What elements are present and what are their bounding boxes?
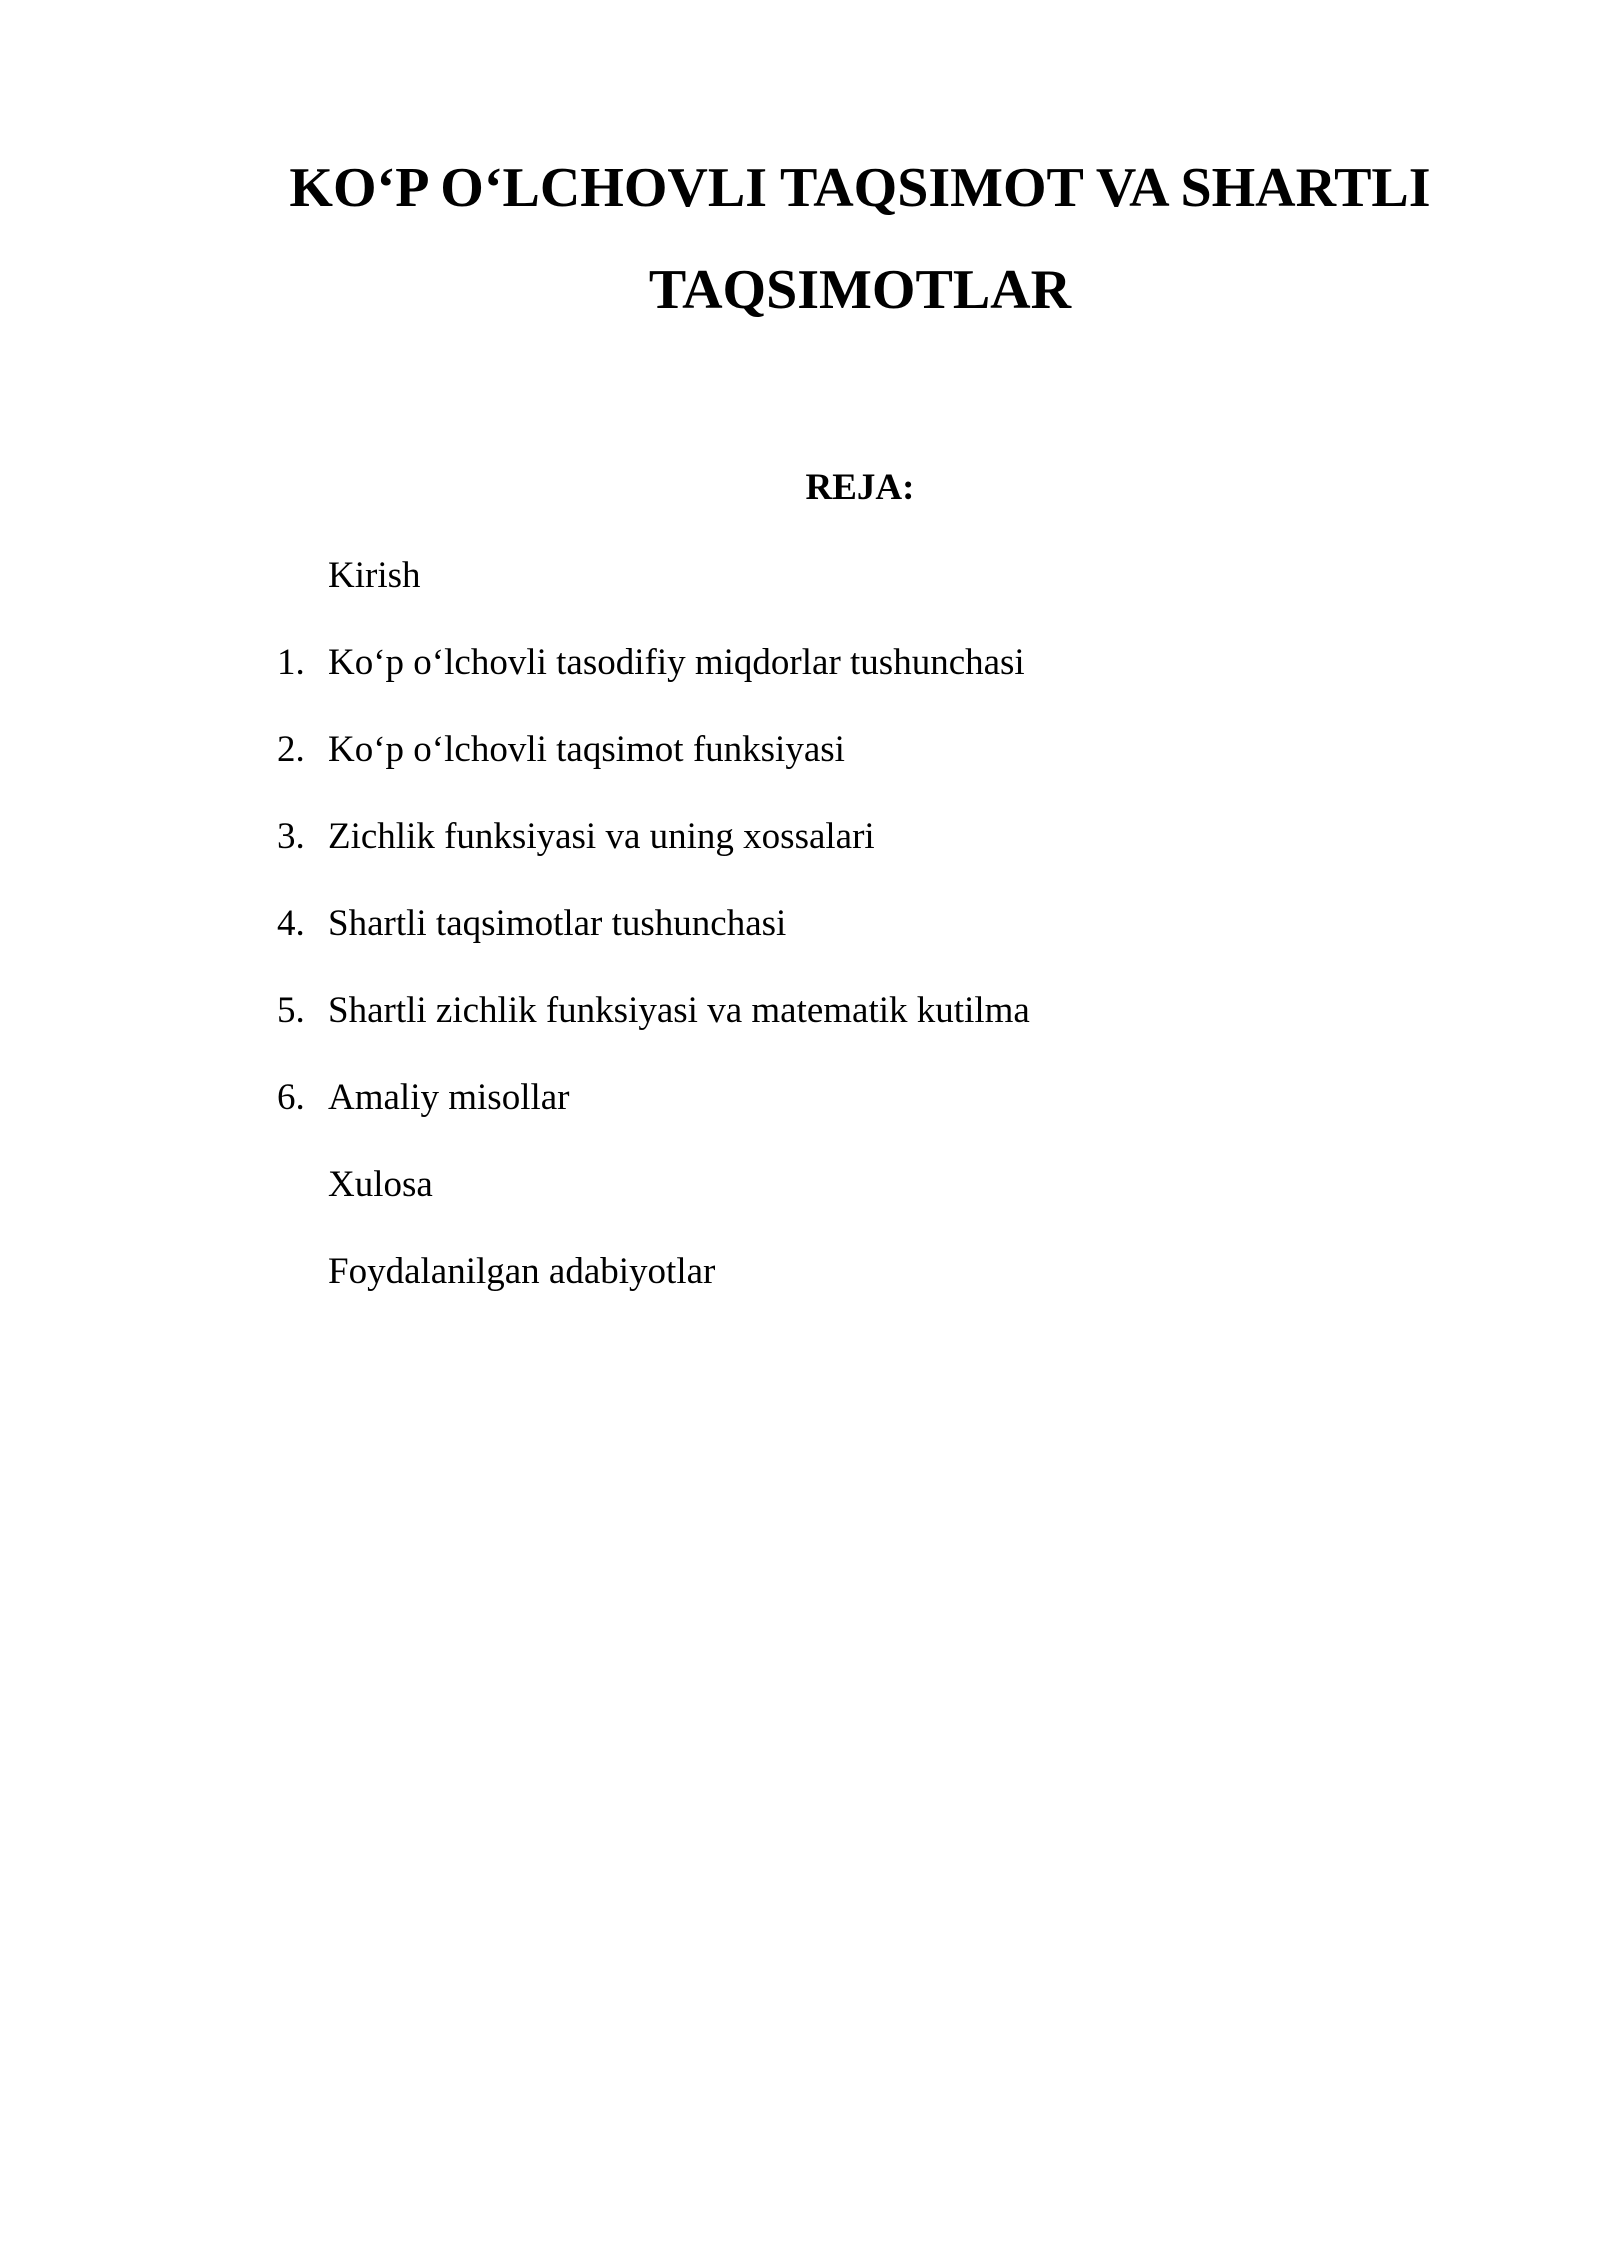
plan-item-number: 6. bbox=[277, 1077, 305, 1118]
plan-item-2 bbox=[0, 726, 1600, 774]
plan-item-5 bbox=[0, 987, 1600, 1035]
plan-item-3 bbox=[0, 813, 1600, 861]
plan-item-text: Shartli zichlik funksiyasi va matematik kutilma bbox=[328, 990, 1030, 1031]
plan-item-text: Amaliy misollar bbox=[328, 1077, 570, 1118]
plan-item-text: Shartli taqsimotlar tushunchasi bbox=[328, 903, 787, 944]
plan-item-adabiyotlar bbox=[0, 1248, 1600, 1296]
plan-item-number: 4. bbox=[277, 903, 305, 944]
plan-item-xulosa bbox=[0, 1161, 1600, 1209]
plan-item-text: Ko‘p o‘lchovli tasodifiy miqdorlar tushunchasi bbox=[328, 642, 1025, 683]
document-title-line-2: TAQSIMOTLAR bbox=[648, 259, 1072, 321]
plan-item-number: 3. bbox=[277, 816, 305, 857]
plan-item-text: Kirish bbox=[328, 555, 421, 596]
plan-item-number: 1. bbox=[277, 642, 305, 683]
plan-item-text: Foydalanilgan adabiyotlar bbox=[328, 1251, 716, 1292]
plan-item-text: Zichlik funksiyasi va uning xossalari bbox=[328, 816, 875, 857]
plan-item-6 bbox=[0, 1074, 1600, 1122]
plan-item-text: Ko‘p o‘lchovli taqsimot funksiyasi bbox=[328, 729, 845, 770]
plan-item-kirish bbox=[0, 552, 1600, 600]
plan-item-number: 5. bbox=[277, 990, 305, 1031]
document-title-line-1: KO‘P O‘LCHOVLI TAQSIMOT VA SHARTLI bbox=[289, 157, 1431, 219]
plan-item-1 bbox=[0, 639, 1600, 687]
plan-item-text: Xulosa bbox=[328, 1164, 433, 1205]
plan-item-4 bbox=[0, 900, 1600, 948]
plan-heading: REJA: bbox=[805, 467, 915, 508]
plan-item-number: 2. bbox=[277, 729, 305, 770]
